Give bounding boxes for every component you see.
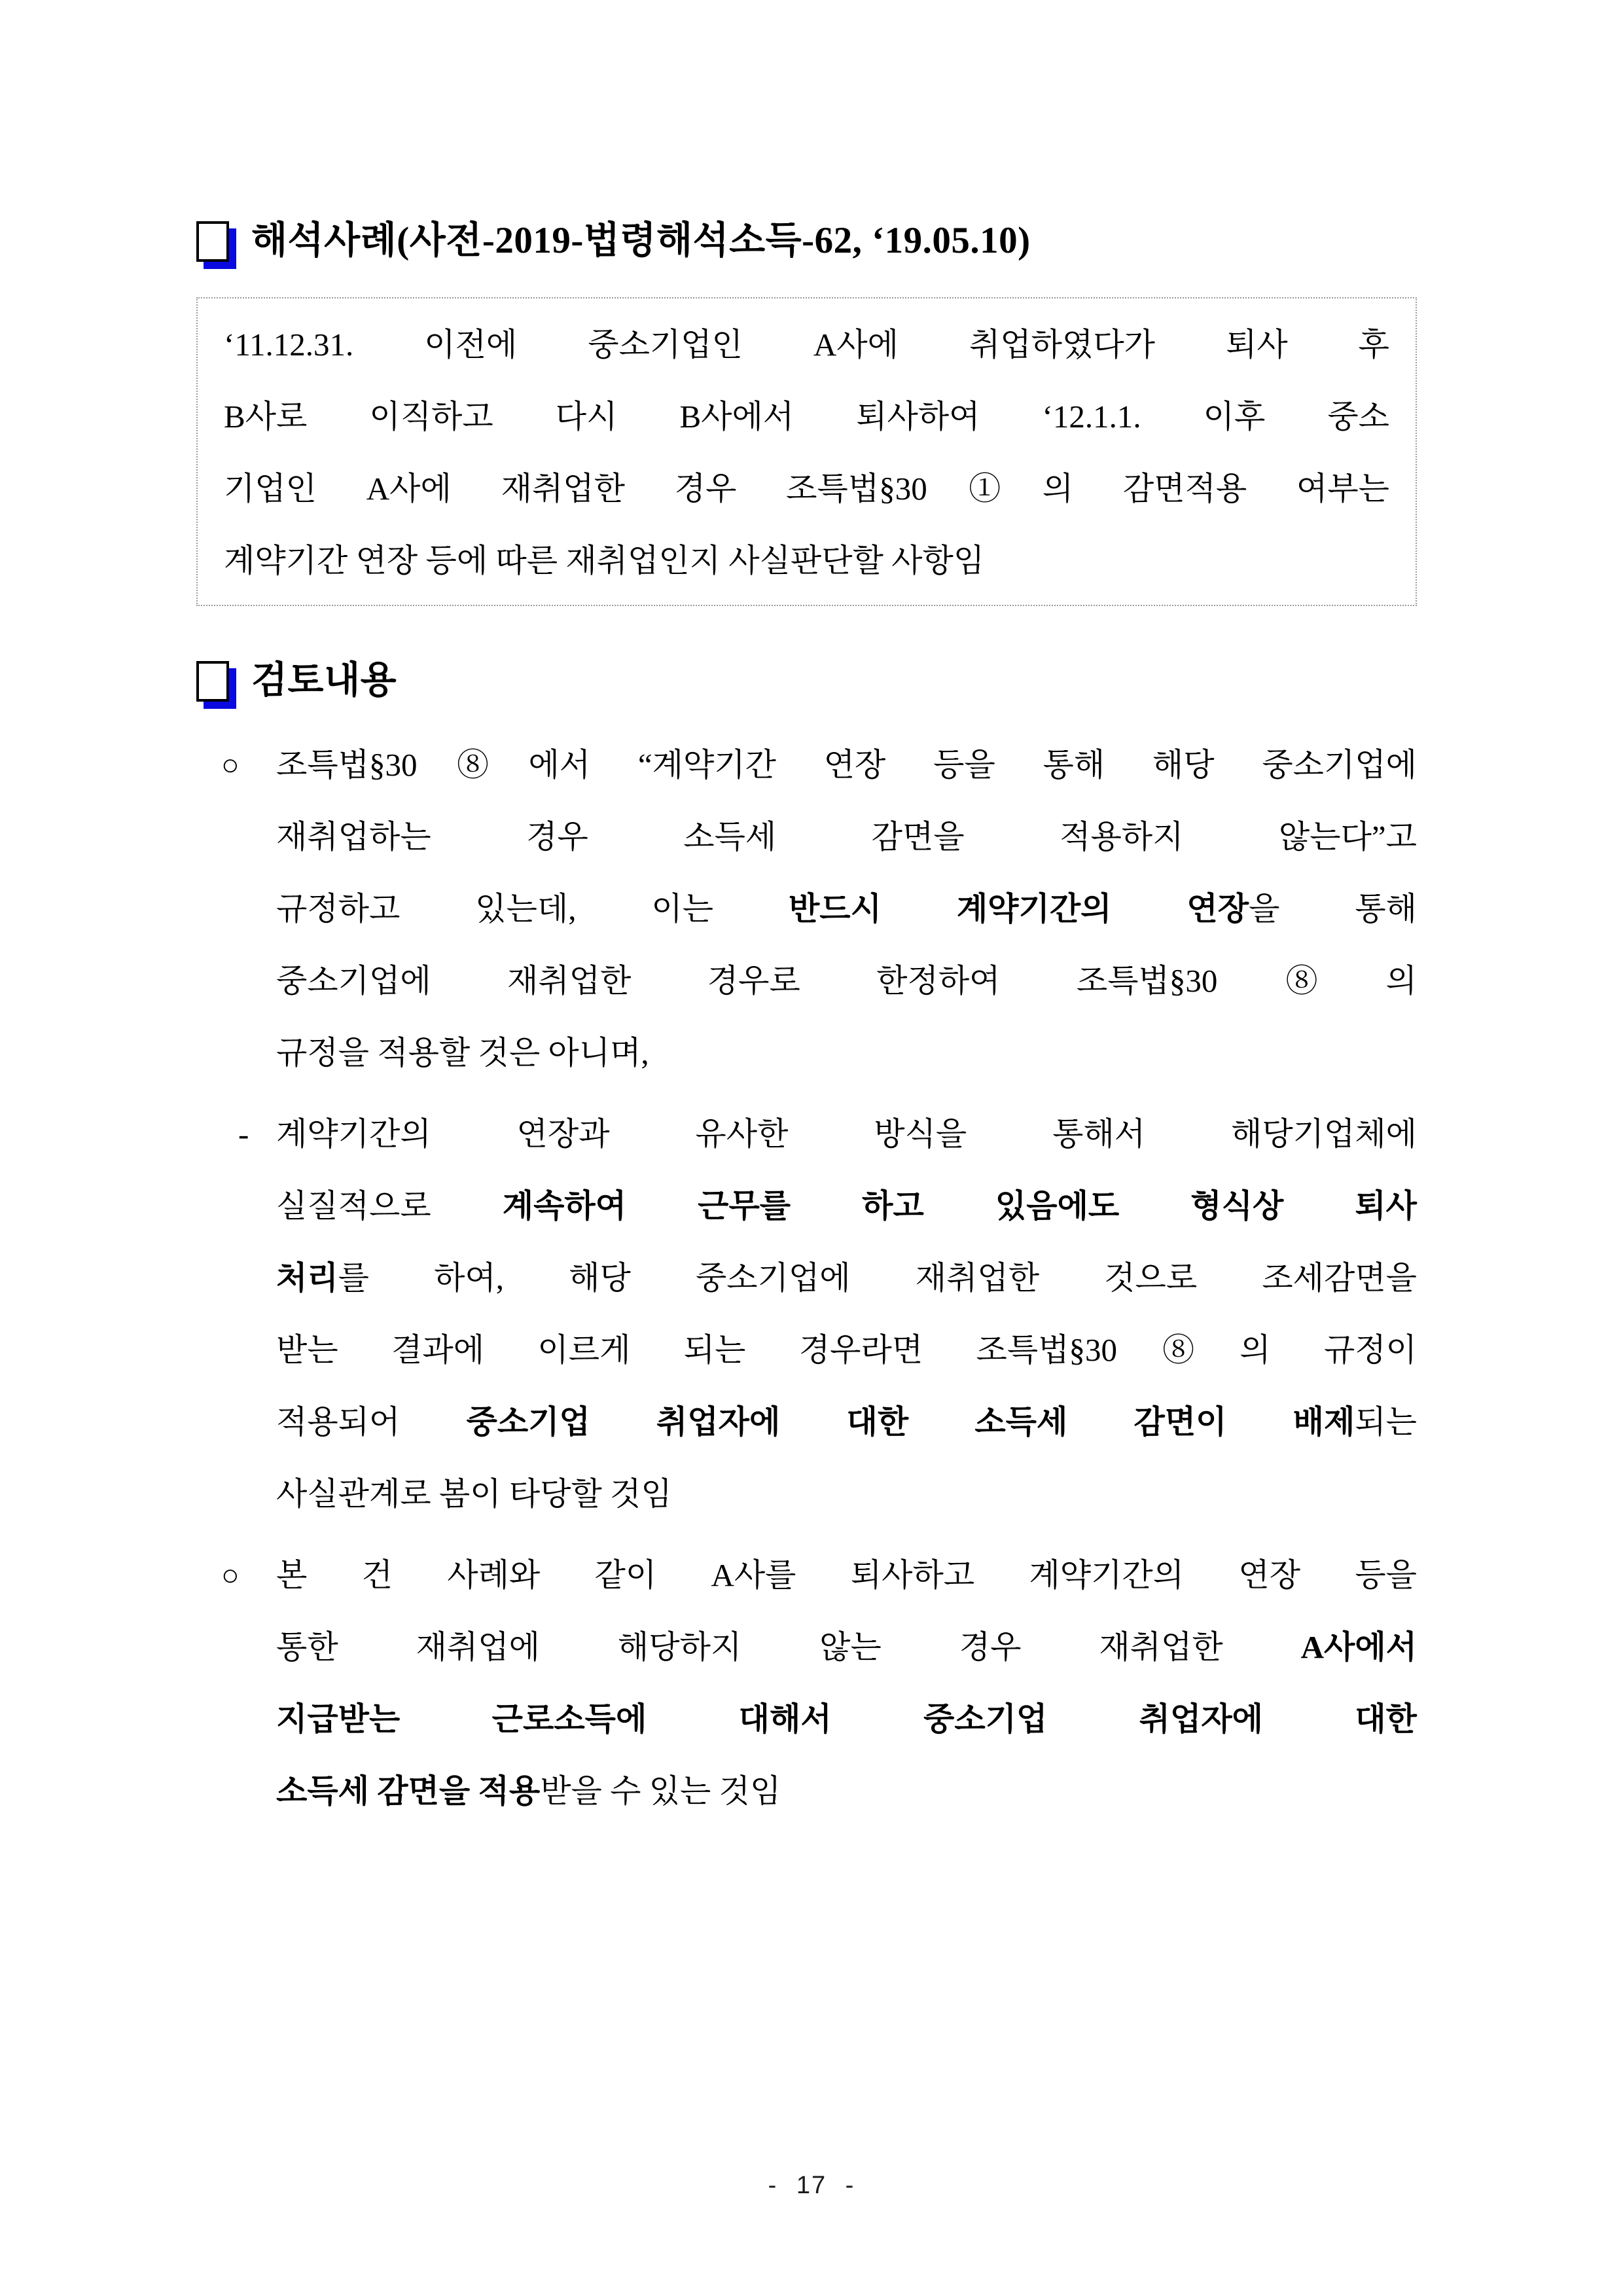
text-line bbox=[276, 1683, 1417, 1755]
text-line bbox=[224, 525, 1389, 597]
bullet-lines bbox=[276, 1539, 1417, 1827]
text-line bbox=[276, 1098, 1417, 1170]
text-line bbox=[276, 1017, 1417, 1089]
text-line bbox=[276, 729, 1417, 801]
bold-text-segment: 처리 bbox=[276, 1260, 338, 1296]
page-number: - 17 - bbox=[768, 2172, 855, 2199]
text-line bbox=[276, 1458, 1417, 1530]
case-heading-row bbox=[196, 216, 1417, 266]
text-segment: ‘11.12.31. 이전에 중소기업인 A사에 취업하였다가 퇴사 후 bbox=[224, 327, 1389, 363]
bullet-marker: ○ bbox=[221, 748, 240, 781]
text-segment: 을 통해 bbox=[1249, 891, 1417, 927]
text-line bbox=[276, 1755, 1417, 1827]
bold-text-segment: 계속하여 근무를 하고 있음에도 형식상 퇴사 bbox=[502, 1188, 1418, 1224]
bullet-marker: - bbox=[238, 1116, 249, 1152]
text-segment: 본 건 사례와 같이 A사를 퇴사하고 계약기간의 연장 등을 bbox=[276, 1557, 1417, 1593]
bold-text-segment: A사에서 bbox=[1300, 1629, 1417, 1665]
text-segment: 규정하고 있는데, 이는 bbox=[276, 891, 789, 927]
case-box bbox=[196, 297, 1417, 606]
text-line bbox=[276, 1539, 1417, 1611]
text-segment: 통한 재취업에 해당하지 않는 경우 재취업한 bbox=[276, 1629, 1301, 1665]
text-segment: 기업인 A사에 재취업한 경우 조특법§30①의 감면적용 여부는 bbox=[224, 471, 1389, 507]
page-content bbox=[196, 216, 1417, 1827]
text-segment: 중소기업에 재취업한 경우로 한정하여 조특법§30⑧의 bbox=[276, 963, 1417, 999]
review-heading-row bbox=[196, 656, 1417, 706]
text-line bbox=[224, 381, 1389, 453]
bold-text-segment: 반드시 계약기간의 연장 bbox=[788, 891, 1249, 927]
blue-square-bullet-icon bbox=[196, 221, 229, 262]
text-line bbox=[276, 945, 1417, 1017]
text-segment: 를 하여, 해당 중소기업에 재취업한 것으로 조세감면을 bbox=[338, 1260, 1417, 1296]
text-line bbox=[276, 873, 1417, 945]
text-line bbox=[276, 801, 1417, 873]
text-segment: 조특법§30⑧에서 “계약기간 연장 등을 통해 해당 중소기업에 bbox=[276, 747, 1417, 783]
text-line bbox=[276, 1611, 1417, 1683]
bold-text-segment: 소득세 감면을 적용 bbox=[276, 1773, 541, 1809]
bold-text-segment: 지급받는 근로소득에 대해서 중소기업 취업자에 대한 bbox=[276, 1701, 1417, 1737]
text-segment: B사로 이직하고 다시 B사에서 퇴사하여 ‘12.1.1. 이후 중소 bbox=[224, 399, 1389, 435]
bullet-item bbox=[196, 1539, 1417, 1827]
blue-square-bullet-icon bbox=[196, 661, 229, 702]
text-line bbox=[276, 1242, 1417, 1314]
bullet-lines bbox=[276, 729, 1417, 1089]
bullet-item bbox=[196, 1098, 1417, 1530]
bullet-item bbox=[196, 729, 1417, 1089]
bold-text-segment: 중소기업 취업자에 대한 소득세 감면이 배제 bbox=[466, 1404, 1355, 1440]
text-segment: 계약기간 연장 등에 따른 재취업인지 사실판단할 사항임 bbox=[224, 543, 985, 579]
text-segment: 적용되어 bbox=[276, 1404, 467, 1440]
text-line bbox=[276, 1170, 1417, 1242]
case-heading: 해석사례(사전-2019-법령해석소득-62, ‘19.05.10) bbox=[251, 220, 1031, 261]
text-line bbox=[224, 453, 1389, 525]
review-heading: 검토내용 bbox=[251, 660, 397, 701]
text-line bbox=[224, 309, 1389, 381]
text-segment: 받는 결과에 이르게 되는 경우라면 조특법§30⑧의 규정이 bbox=[276, 1332, 1417, 1368]
bullet-lines bbox=[276, 1098, 1417, 1530]
text-line bbox=[276, 1386, 1417, 1458]
text-segment: 규정을 적용할 것은 아니며, bbox=[276, 1035, 649, 1071]
text-segment: 받을 수 있는 것임 bbox=[540, 1773, 781, 1809]
bullet-marker: ○ bbox=[221, 1558, 240, 1592]
text-segment: 실질적으로 bbox=[276, 1188, 503, 1224]
review-list bbox=[196, 729, 1417, 1827]
text-segment: 재취업하는 경우 소득세 감면을 적용하지 않는다”고 bbox=[276, 819, 1417, 855]
text-segment: 되는 bbox=[1355, 1404, 1417, 1440]
text-segment: 사실관계로 봄이 타당할 것임 bbox=[276, 1476, 672, 1512]
text-line bbox=[276, 1314, 1417, 1386]
text-segment: 계약기간의 연장과 유사한 방식을 통해서 해당기업체에 bbox=[276, 1116, 1417, 1152]
